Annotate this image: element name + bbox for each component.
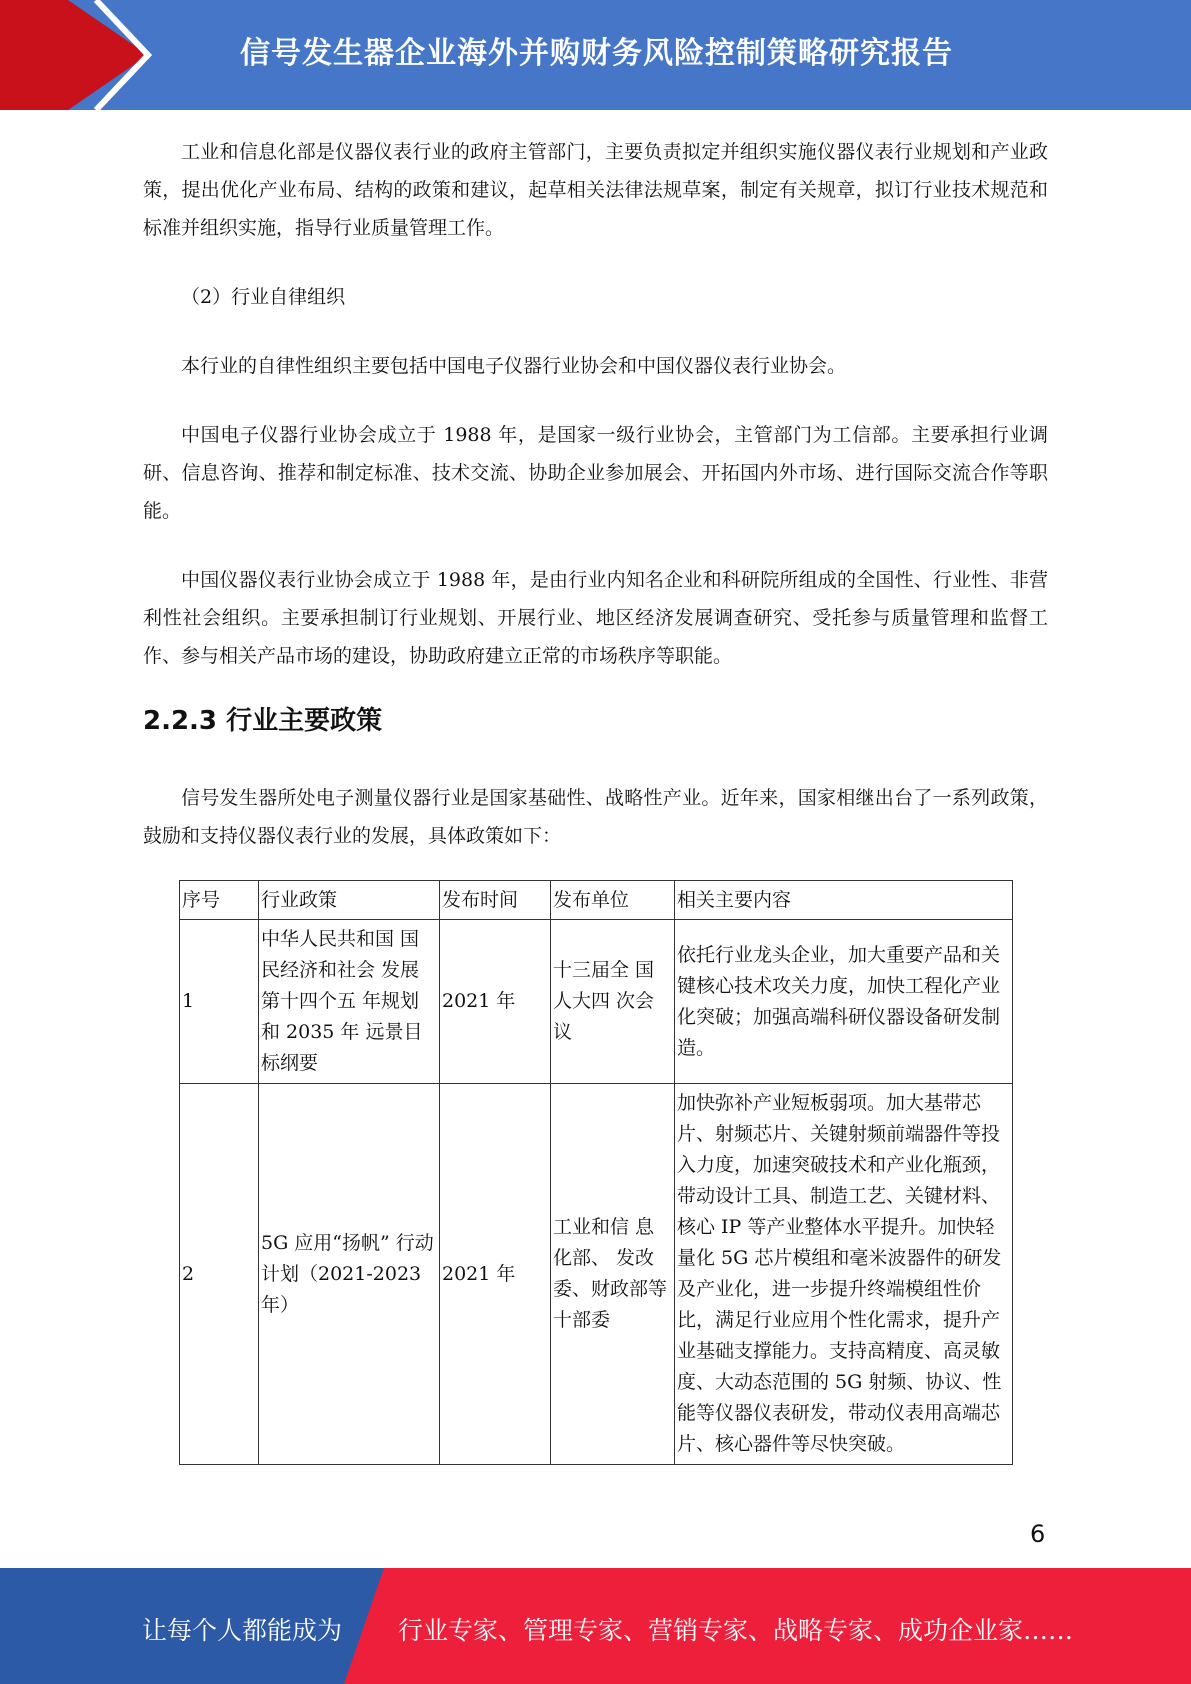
cell-policy: 中华人民共和国 国民经济和社会 发展第十四个五 年规划和 2035 年 远景目标纲要 [259, 920, 440, 1084]
section-heading: 2.2.3 行业主要政策 [143, 706, 383, 736]
table-header-row [180, 881, 1013, 920]
paragraph-instrument-association: 中国仪器仪表行业协会成立于 1988 年，是由行业内知名企业和科研院所组成的全国性、行业性、非营利性社会组织。主要承担制订行业规划、开展行业、地区经济发展调查研究、受托参与质量管理和监督工作、参与相关产品市场的建设，协助政府建立正常的市场秩序等职能。 [143, 569, 1048, 667]
paragraph-policy-intro: 信号发生器所处电子测量仪器行业是国家基础性、战略性产业。近年来，国家相继出台了一系列政策，鼓励和支持仪器仪表行业的发展，具体政策如下： [143, 787, 1048, 847]
paragraph-self-regulation: 本行业的自律性组织主要包括中国电子仪器行业协会和中国仪器仪表行业协会。 [181, 355, 847, 377]
cell-policy: 5G 应用“扬帆” 行动计划（2021-2023 年） [259, 1084, 440, 1465]
header-content: 相关主要内容 [675, 881, 1013, 920]
paragraph-electronic-instrument-association: 中国电子仪器行业协会成立于 1988 年，是国家一级行业协会，主管部门为工信部。主要承担行业调研、信息咨询、推荐和制定标准、技术交流、协助企业参加展会、开拓国内外市场、进行国际交流合作等职能。 [143, 424, 1048, 522]
cell-no: 1 [180, 920, 259, 1084]
cell-date: 2021 年 [440, 920, 551, 1084]
paragraph-miit: 工业和信息化部是仪器仪表行业的政府主管部门，主要负责拟定并组织实施仪器仪表行业规划和产业政策，提出优化产业布局、结构的政策和建议，起草相关法律法规草案，制定有关规章，拟订行业技术规范和标准并组织实施，指导行业质量管理工作。 [143, 141, 1048, 239]
cell-issuer: 十三届全 国人大四 次会议 [551, 920, 675, 1084]
report-title: 信号发生器企业海外并购财务风险控制策略研究报告 [240, 36, 953, 71]
cell-content: 加快弥补产业短板弱项。加大基带芯片、射频芯片、关键射频前端器件等投入力度，加速突破技术和产业化瓶颈，带动设计工具、制造工艺、关键材料、核心 IP 等产业整体水平提升。加快轻量化 5G 芯片模组和毫米波器件的研发及产业化，进一步提升终端模组性价比，满足行业应用个性化需求，提升产业基础支撑能力。支持高精度、高灵敏度、大动态范围的 5G 射频、协议、性能等仪器仪表研发，带动仪表用高端芯片、核心器件等尽快突破。 [675, 1084, 1013, 1465]
table-row [180, 920, 1013, 1084]
table-row [180, 1084, 1013, 1465]
cell-issuer: 工业和信 息化部、 发改委、财政部等 十部委 [551, 1084, 675, 1465]
cell-date: 2021 年 [440, 1084, 551, 1465]
cell-content: 依托行业龙头企业，加大重要产品和关键核心技术攻关力度，加快工程化产业化突破；加强高端科研仪器设备研发制造。 [675, 920, 1013, 1084]
page-header [0, 0, 1191, 110]
footer-slogan-left: 让每个人都能成为 [142, 1616, 343, 1645]
policy-table [179, 880, 1013, 1465]
page-footer [0, 1568, 1191, 1684]
header-arrow-decoration [0, 0, 170, 110]
header-date: 发布时间 [440, 881, 551, 920]
header-no: 序号 [180, 881, 259, 920]
footer-slogan-right: 行业专家、管理专家、营销专家、战略专家、成功企业家…… [398, 1616, 1074, 1645]
red-arrow-shape [0, 0, 148, 110]
cell-no: 2 [180, 1084, 259, 1465]
header-policy: 行业政策 [259, 881, 440, 920]
page-number: 6 [1030, 1520, 1046, 1548]
header-issuer: 发布单位 [551, 881, 675, 920]
subsection-label: （2）行业自律组织 [181, 286, 346, 308]
